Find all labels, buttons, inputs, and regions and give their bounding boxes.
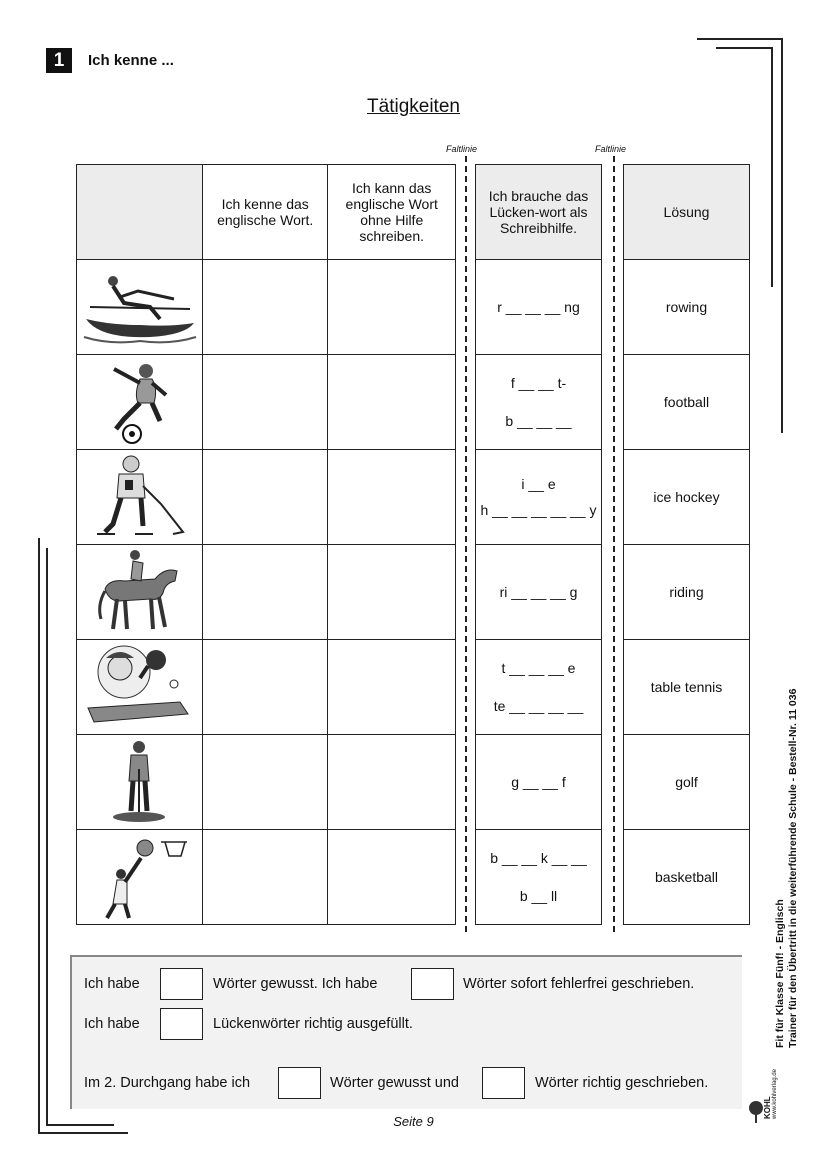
summary-text: Lückenwörter richtig ausgefüllt.: [213, 1016, 413, 1032]
riding-icon: [95, 549, 183, 635]
solution-table: [623, 164, 750, 925]
row-picture-rowing: [77, 260, 203, 355]
solution-cell: rowing: [624, 260, 750, 355]
check-know-4[interactable]: [202, 545, 328, 640]
row-picture-riding: [77, 545, 203, 640]
row-picture-table-tennis: [77, 640, 203, 735]
count-written-box[interactable]: [411, 968, 454, 1000]
table-tennis-icon: [84, 644, 194, 730]
gap-word: r __ __ __ ng: [497, 299, 580, 315]
gap-word: g __ __ f: [511, 774, 566, 790]
frame-line-bottom-left: [38, 1132, 128, 1134]
check-write-2[interactable]: [328, 355, 456, 450]
exercise-heading: Ich kenne ...: [88, 52, 174, 69]
gap-word: te __ __ __ __: [493, 698, 584, 714]
check-know-1[interactable]: [202, 260, 328, 355]
frame-line-top-right: [697, 38, 783, 40]
gap-word: b __ __ __: [505, 413, 572, 429]
publisher-logo: [748, 1055, 778, 1125]
fold-label-left: Faltlinie: [446, 144, 478, 154]
summary-text: Wörter richtig geschrieben.: [535, 1075, 709, 1091]
frame-line-top-right-inner: [716, 47, 773, 49]
main-table: [76, 164, 456, 925]
page-title: Tätigkeiten: [367, 96, 460, 117]
football-icon: [104, 359, 174, 445]
gap-cell-6: [476, 735, 602, 830]
summary-text: Wörter gewusst und: [330, 1075, 459, 1091]
summary-text: Im 2. Durchgang habe ich: [84, 1075, 251, 1091]
count-written-round2-box[interactable]: [482, 1067, 525, 1099]
gap-cell-7: [476, 830, 602, 925]
gap-word: b __ __ k __ __: [490, 850, 587, 866]
gap-cell-1: [476, 260, 602, 355]
check-know-2[interactable]: [202, 355, 328, 450]
rowing-icon: [80, 267, 198, 347]
gap-cell-5: [476, 640, 602, 735]
gap-word: b __ ll: [519, 888, 558, 904]
check-write-4[interactable]: [328, 545, 456, 640]
row-picture-basketball: [77, 830, 203, 925]
gap-table: [475, 164, 602, 925]
golf-icon: [109, 739, 169, 825]
gap-cell-4: [476, 545, 602, 640]
check-write-3[interactable]: [328, 450, 456, 545]
summary-text: Wörter gewusst. Ich habe: [213, 976, 378, 992]
check-know-3[interactable]: [202, 450, 328, 545]
solution-cell: football: [624, 355, 750, 450]
gap-cell-3: [476, 450, 602, 545]
publisher-web: www.kohlverlag.de: [772, 1068, 778, 1119]
row-picture-ice-hockey: [77, 450, 203, 545]
gap-word: f __ __ t-: [510, 375, 567, 391]
solution-cell: riding: [624, 545, 750, 640]
solution-cell: golf: [624, 735, 750, 830]
summary-text: Wörter sofort fehlerfrei geschrieben.: [463, 976, 695, 992]
tree-logo-icon: [748, 1101, 764, 1123]
header-write-word: Ich kann das englische Wort ohne Hilfe schreiben.: [328, 165, 456, 260]
count-known-round2-box[interactable]: [278, 1067, 321, 1099]
solution-cell: ice hockey: [624, 450, 750, 545]
row-picture-golf: [77, 735, 203, 830]
frame-line-left: [38, 538, 40, 1134]
fold-line-left: [465, 156, 467, 932]
check-write-6[interactable]: [328, 735, 456, 830]
sidebar-line2: Trainer für den Übertritt in die weiterführende Schule - Bestell-Nr. 11 036: [787, 688, 799, 1048]
page-number: Seite 9: [393, 1114, 434, 1129]
solution-cell: basketball: [624, 830, 750, 925]
gap-word: t __ __ __ e: [501, 660, 576, 676]
exercise-number-badge: 1: [46, 48, 72, 73]
sidebar-line1: Fit für Klasse Fünf! - Englisch: [774, 899, 786, 1048]
fold-line-right: [613, 156, 615, 932]
check-write-5[interactable]: [328, 640, 456, 735]
summary-panel: [70, 955, 742, 1109]
publisher-name: KOHL: [763, 1096, 772, 1119]
solution-cell: table tennis: [624, 640, 750, 735]
summary-text: Ich habe: [84, 1016, 140, 1032]
header-gap-help: Ich brauche das Lücken-wort als Schreibhilfe.: [476, 165, 602, 260]
check-know-7[interactable]: [202, 830, 328, 925]
count-gaps-box[interactable]: [160, 1008, 203, 1040]
header-know-word: Ich kenne das englische Wort.: [202, 165, 328, 260]
ice-hockey-icon: [91, 454, 187, 540]
check-know-5[interactable]: [202, 640, 328, 735]
header-picture: [77, 165, 203, 260]
gap-word: i __ e: [521, 476, 556, 492]
fold-label-right: Faltlinie: [595, 144, 627, 154]
frame-line-left-inner: [46, 548, 48, 1126]
row-picture-football: [77, 355, 203, 450]
header-solution: Lösung: [624, 165, 750, 260]
basketball-icon: [87, 834, 191, 920]
frame-line-right-inner: [771, 47, 773, 287]
gap-word: h __ __ __ __ __ y: [480, 502, 597, 518]
gap-cell-2: [476, 355, 602, 450]
check-write-7[interactable]: [328, 830, 456, 925]
gap-word: ri __ __ __ g: [499, 584, 578, 600]
check-write-1[interactable]: [328, 260, 456, 355]
check-know-6[interactable]: [202, 735, 328, 830]
count-known-box[interactable]: [160, 968, 203, 1000]
summary-text: Ich habe: [84, 976, 140, 992]
